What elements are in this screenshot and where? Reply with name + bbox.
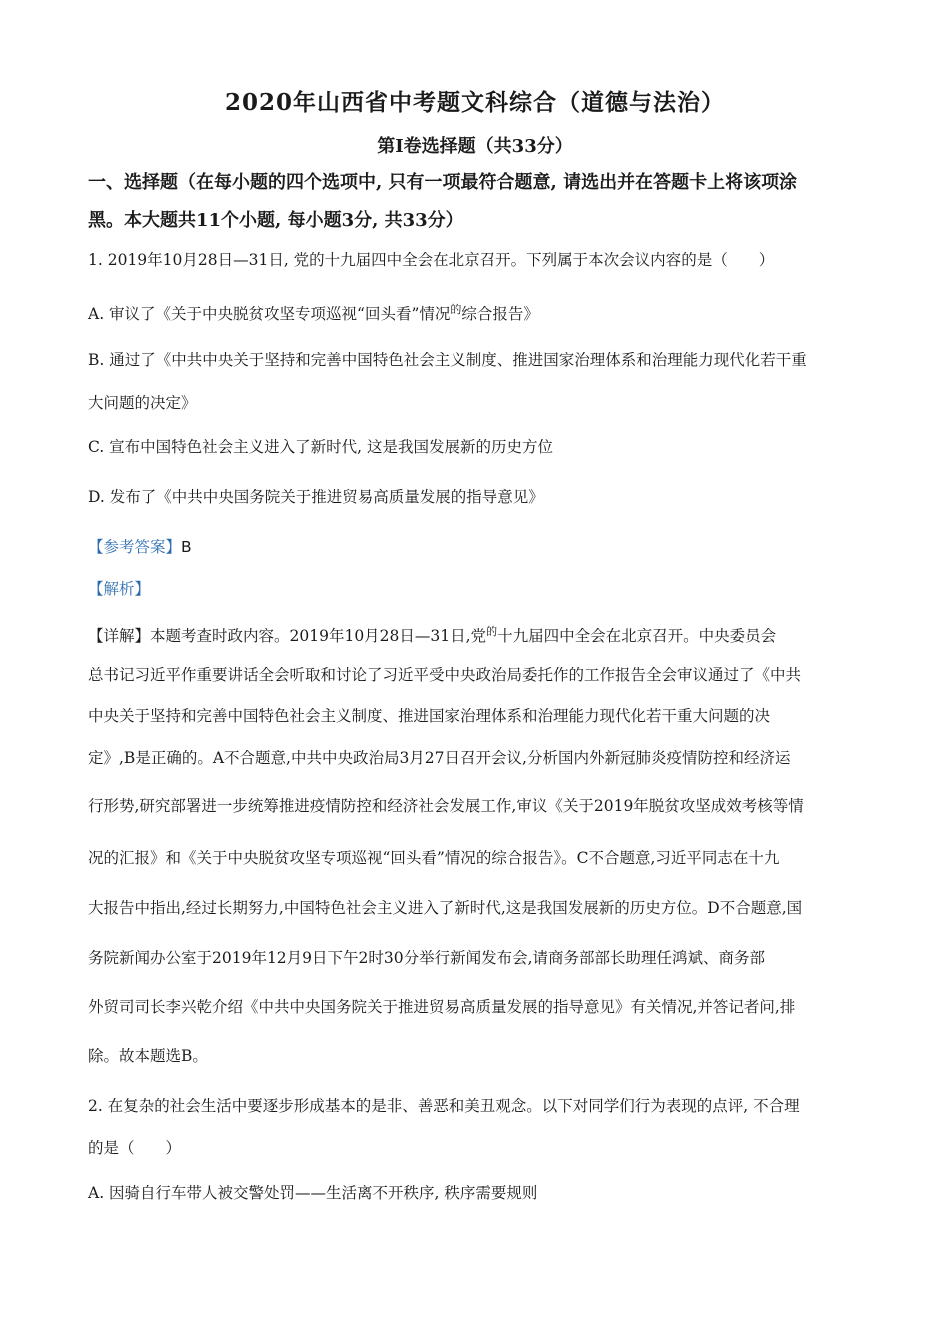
analysis-label: 【解析】 xyxy=(88,580,151,598)
detail-superscript: 的 xyxy=(486,625,498,638)
detail-line-4: 定》,B是正确的。A不合题意,中共中央政治局3月27日召开会议,分析国内外新冠肺炎疫情防控和经济运 xyxy=(88,749,791,767)
exam-title: 2020年山西省中考题文科综合（道德与法治） xyxy=(224,89,725,116)
question-1-option-c: C. 宣布中国特色社会主义进入了新时代, 这是我国发展新的历史方位 xyxy=(88,438,554,456)
question-2-stem-line1: 2. 在复杂的社会生活中要逐步形成基本的是非、善恶和美丑观念。以下对同学们行为表现的点评, 不合理 xyxy=(88,1097,800,1115)
section-heading xyxy=(88,164,868,240)
question-1-stem: 1. 2019年10月28日—31日, 党的十九届四中全会在北京召开。下列属于本次会议内容的是（ ） xyxy=(88,251,775,269)
detail-line-6: 况的汇报》和《关于中央脱贫攻坚专项巡视“回头看”情况的综合报告》。C不合题意,习近平同志在十九 xyxy=(88,849,780,867)
question-2-stem-line2: 的是（ ） xyxy=(88,1139,182,1157)
detail-line-9: 外贸司司长李兴乾介绍《中共中央国务院关于推进贸易高质量发展的指导意见》有关情况,并答记者问,排 xyxy=(88,998,796,1016)
part-subtitle: 第Ⅰ卷选择题（共33分） xyxy=(377,136,573,157)
answer-value: B xyxy=(181,538,192,556)
question-1-option-b-line1: B. 通过了《中共中央关于坚持和完善中国特色社会主义制度、推进国家治理体系和治理能力现代化若干重 xyxy=(88,351,807,369)
option-a-superscript: 的 xyxy=(450,303,462,316)
question-1-option-a xyxy=(88,300,868,324)
option-a-text: A. 审议了《关于中央脱贫攻坚专项巡视“回头看”情况 xyxy=(88,305,451,323)
answer-line xyxy=(88,537,868,557)
question-2-option-a: A. 因骑自行车带人被交警处罚——生活离不开秩序, 秩序需要规则 xyxy=(88,1184,538,1202)
question-1-option-d: D. 发布了《中共中央国务院关于推进贸易高质量发展的指导意见》 xyxy=(88,488,544,506)
detail-line-8: 务院新闻办公室于2019年12月9日下午2时30分举行新闻发布会,请商务部部长助理任鸿斌、商务部 xyxy=(88,949,766,967)
question-1-option-b-line2: 大问题的决定》 xyxy=(88,394,197,412)
detail-label: 【详解】 xyxy=(88,627,151,645)
detail-line-1 xyxy=(88,622,868,646)
option-a-text-end: 综合报告》 xyxy=(461,305,539,323)
detail-line-5: 行形势,研究部署进一步统筹推进疫情防控和经济社会发展工作,审议《关于2019年脱贫攻坚成效考核等情 xyxy=(88,797,804,815)
detail-line-10: 除。故本题选B。 xyxy=(88,1047,208,1065)
section-heading-line1: 一、选择题（在每小题的四个选项中, 只有一项最符合题意, 请选出并在答题卡上将该项涂 xyxy=(88,172,798,193)
answer-label: 【参考答案】 xyxy=(88,538,182,556)
detail-text-1-end: 十九届四中全会在北京召开。中央委员会 xyxy=(497,627,777,645)
section-heading-line2: 黑。本大题共11个小题, 每小题3分, 共33分） xyxy=(88,210,464,231)
detail-line-3: 中央关于坚持和完善中国特色社会主义制度、推进国家治理体系和治理能力现代化若干重大问题的决 xyxy=(88,707,771,725)
detail-line-2: 总书记习近平作重要讲话全会听取和讨论了习近平受中央政治局委托作的工作报告全会审议通过了《中共 xyxy=(88,666,802,684)
detail-line-7: 大报告中指出,经过长期努力,中国特色社会主义进入了新时代,这是我国发展新的历史方位。D不合题意,国 xyxy=(88,899,803,917)
detail-text-1: 本题考查时政内容。2019年10月28日—31日,党 xyxy=(150,627,487,645)
